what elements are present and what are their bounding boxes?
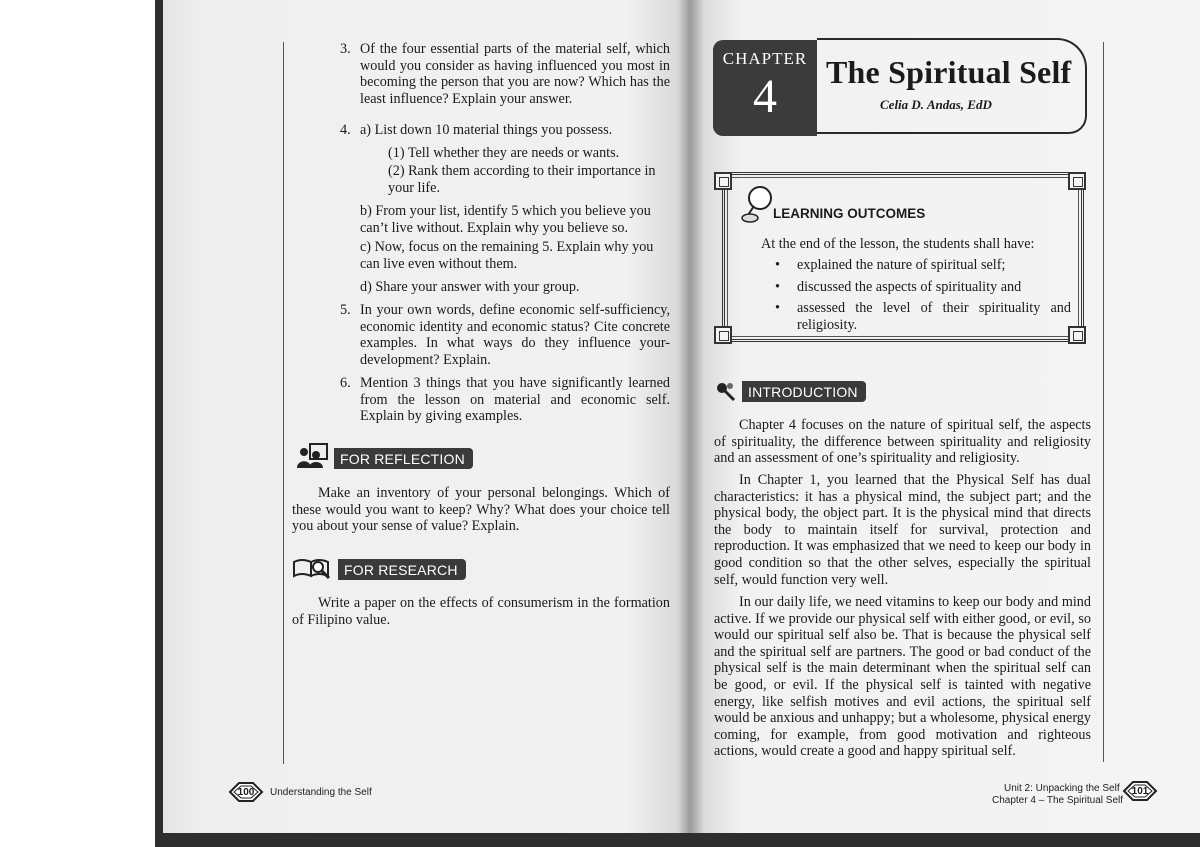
right-page-number: 101 — [1131, 785, 1149, 797]
frame-corner — [714, 326, 732, 344]
left-page-number: 100 — [237, 786, 255, 798]
question-3-text: Of the four essential parts of the material self, which would you consider as having influenced you most in becoming the person that you are now? Which has the least influence? Explain your answer. — [360, 41, 670, 107]
intro-paragraph-3: In our daily life, we need vitamins to keep our body and mind active. If we provide our physical self with either good, or evil, so would our spiritual self also be. That is because the physical self and the spiritual self are partners. The good or bad conduct of the physical self is the main determinant when the spiritual self can be good, or evil. If the physical self is tainted with negative energy, like selfish motives and evil actions, the spiritual self would be anxious and unhappy; but a wholesome, physical energy coming, for example, from good motivation and righteous actions, would create a good and happy spiritual self. — [714, 594, 1091, 760]
question-4b: b) From your list, identify 5 which you believe you can’t live without. Explain why you believe so. — [360, 203, 651, 236]
right-footer-line2: Chapter 4 – The Spiritual Self — [992, 795, 1124, 806]
book-magnifier-icon — [292, 556, 332, 580]
chapter-label: CHAPTER — [722, 49, 808, 68]
question-4c: c) Now, focus on the remaining 5. Explain why you can live even without them. — [360, 239, 654, 272]
chapter-title: The Spiritual Self — [826, 54, 1072, 90]
question-4a-sub2: (2) Rank them according to their importance in your life. — [388, 163, 656, 196]
research-heading-label: FOR RESEARCH — [338, 559, 466, 580]
learning-outcomes-intro: At the end of the lesson, the students shall have: — [761, 236, 1035, 252]
chapter-author: Celia D. Andas, EdD — [880, 97, 992, 112]
question-4a-text: a) List down 10 material things you possess. — [360, 122, 613, 138]
question-number: 5. — [340, 302, 351, 318]
chapter-number: 4 — [753, 70, 777, 123]
list-item: • discussed the aspects of spirituality and — [775, 279, 1071, 296]
introduction-heading-label: INTRODUCTION — [742, 381, 866, 402]
right-page-number-badge — [1122, 780, 1158, 802]
intro-paragraph-2: In Chapter 1, you learned that the Physical Self has dual characteristics: it has a physical mind, the subject part; and the physical body, the object part. It is the physical mind that directs the body to maintain itself for survival, protection and reproduction. It was emphasized that we need to keep our body in good condition so that the other selves, especially the spiritual self, would function very well. — [714, 472, 1091, 588]
question-5-text: In your own words, define economic self-sufficiency, economic identity and economic status? Cite concrete examples. In what ways do they influence your-development? Explain. — [360, 302, 670, 368]
question-number: 6. — [340, 375, 351, 391]
reflection-heading — [296, 443, 473, 469]
list-item: • explained the nature of spiritual self; — [775, 257, 1071, 274]
question-4a-sub1: (1) Tell whether they are needs or wants. — [388, 145, 620, 161]
research-text: Write a paper on the effects of consumerism in the formation of Filipino value. — [292, 595, 670, 628]
question-number: 3. — [340, 41, 351, 57]
question-6-text: Mention 3 things that you have significantly learned from the lesson on material and economic self. Explain by giving examples. — [360, 375, 670, 425]
learning-outcomes-heading: LEARNING OUTCOMES — [773, 206, 926, 221]
intro-paragraph-1: Chapter 4 focuses on the nature of spiritual self, the aspects of spirituality, the difference between spirituality and religiosity and an assessment of one’s spirituality and religiosity. — [714, 417, 1091, 467]
question-4d: d) Share your answer with your group. — [360, 279, 580, 295]
pin-icon — [714, 380, 736, 402]
reflection-heading-label: FOR REFLECTION — [334, 448, 473, 469]
learning-outcomes-list — [775, 257, 1071, 338]
pushpin-icon — [740, 184, 774, 224]
reflection-text: Make an inventory of your personal belongings. Which of these would you want to keep? Why? What does your choice tell you about your sense of value? Explain. — [292, 485, 670, 535]
right-footer-line1: Unit 2: Unpacking the Self — [1004, 783, 1120, 794]
introduction-heading — [714, 380, 866, 402]
left-margin-line — [283, 42, 284, 764]
right-margin-line — [1103, 42, 1104, 762]
left-footer-text: Understanding the Self — [270, 787, 372, 798]
people-icon — [296, 443, 328, 469]
question-number: 4. — [340, 122, 351, 138]
gutter-shadow — [676, 0, 704, 833]
list-item: • assessed the level of their spirituality and religiosity. — [775, 300, 1071, 333]
research-heading — [292, 556, 466, 580]
left-page-number-badge — [228, 781, 264, 803]
chapter-badge — [713, 40, 817, 136]
frame-corner — [1068, 172, 1086, 190]
frame-corner — [714, 172, 732, 190]
